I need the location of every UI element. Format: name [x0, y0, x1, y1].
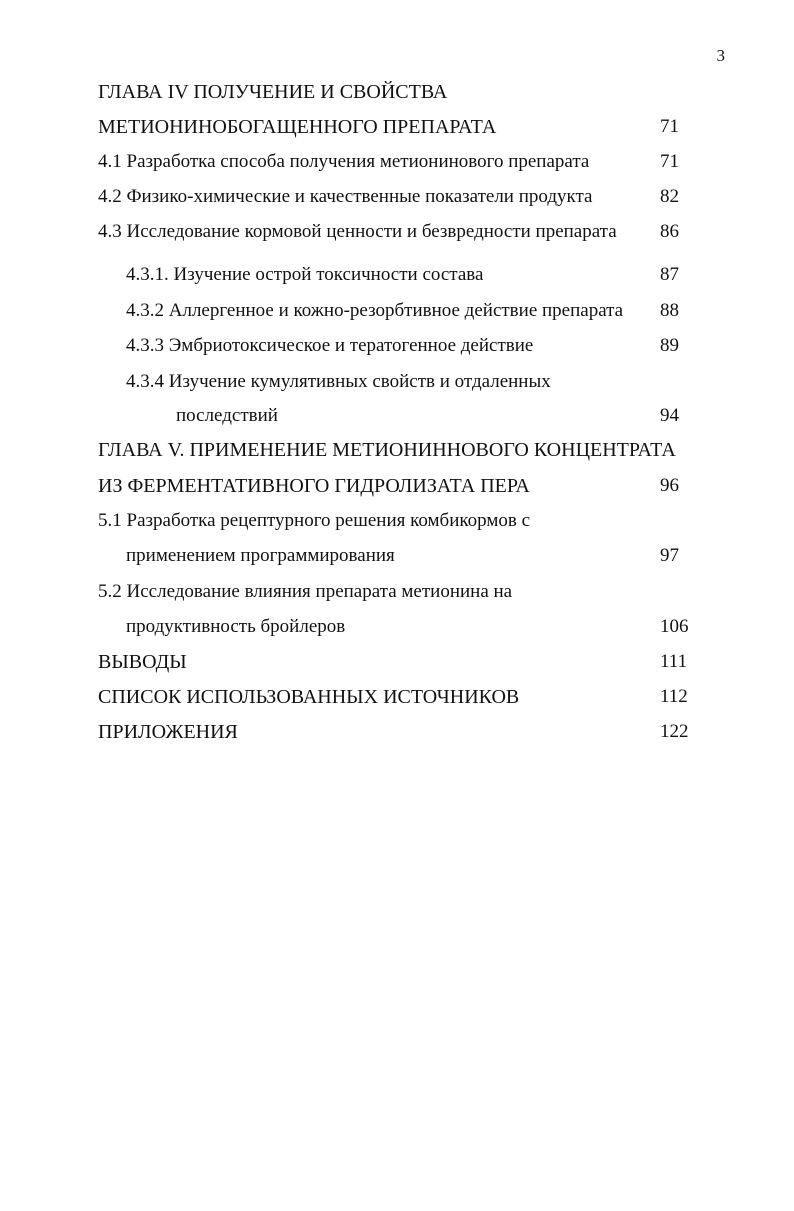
- toc-entry-4-3-4-line-2: последствий: [176, 405, 278, 426]
- toc-entry-5-1-page: 97: [660, 545, 679, 566]
- page-number: 3: [716, 46, 725, 65]
- toc-entry-5-2-line-1: 5.2 Исследование влияния препарата метионина на: [98, 581, 513, 602]
- toc-entry-4-3-2-page: 88: [660, 300, 679, 321]
- toc-entry-references-page: 112: [660, 686, 688, 707]
- toc-entry-conclusions: ВЫВОДЫ: [98, 651, 187, 673]
- chapter-4-title-line-1: ГЛАВА IV ПОЛУЧЕНИЕ И СВОЙСТВА: [98, 81, 448, 103]
- toc-entry-4-3-3-page: 89: [660, 335, 679, 356]
- toc-entry-4-1: 4.1 Разработка способа получения метионинового препарата: [98, 151, 590, 172]
- toc-entry-references: СПИСОК ИСПОЛЬЗОВАННЫХ ИСТОЧНИКОВ: [98, 686, 520, 708]
- toc-entry-4-3-2: 4.3.2 Аллергенное и кожно-резорбтивное действие препарата: [126, 300, 624, 321]
- toc-entry-conclusions-page: 111: [660, 651, 688, 672]
- chapter-5-page: 96: [660, 475, 679, 496]
- toc-entry-4-3-page: 86: [660, 221, 679, 242]
- toc-entry-4-3-3: 4.3.3 Эмбриотоксическое и тератогенное действие: [126, 335, 534, 356]
- toc-entry-4-3-4-line-1: 4.3.4 Изучение кумулятивных свойств и отдаленных: [126, 371, 551, 392]
- chapter-4-title-line-2: МЕТИОНИНОБОГАЩЕННОГО ПРЕПАРАТА: [98, 116, 497, 138]
- chapter-4-page: 71: [660, 116, 679, 137]
- chapter-5-title-line-2: ИЗ ФЕРМЕНТАТИВНОГО ГИДРОЛИЗАТА ПЕРА: [98, 475, 530, 497]
- toc-entry-4-3-1-page: 87: [660, 264, 679, 285]
- toc-entry-4-1-page: 71: [660, 151, 679, 172]
- toc-entry-4-3-1: 4.3.1. Изучение острой токсичности состава: [126, 264, 484, 285]
- toc-entry-4-2: 4.2 Физико-химические и качественные показатели продукта: [98, 186, 593, 207]
- toc-entry-5-1-line-2: применением программирования: [126, 545, 395, 566]
- toc-entry-4-3: 4.3 Исследование кормовой ценности и безвредности препарата: [98, 221, 617, 242]
- toc-entry-5-2-line-2: продуктивность бройлеров: [126, 616, 346, 637]
- toc-entry-4-2-page: 82: [660, 186, 679, 207]
- toc-entry-4-3-4-page: 94: [660, 405, 679, 426]
- toc-entry-appendices-page: 122: [660, 721, 689, 742]
- toc-entry-5-2-page: 106: [660, 616, 689, 637]
- toc-entry-5-1-line-1: 5.1 Разработка рецептурного решения комбикормов с: [98, 510, 531, 531]
- toc-entry-appendices: ПРИЛОЖЕНИЯ: [98, 721, 238, 743]
- chapter-5-title-line-1: ГЛАВА V. ПРИМЕНЕНИЕ МЕТИОНИННОВОГО КОНЦЕНТРАТА: [98, 439, 676, 461]
